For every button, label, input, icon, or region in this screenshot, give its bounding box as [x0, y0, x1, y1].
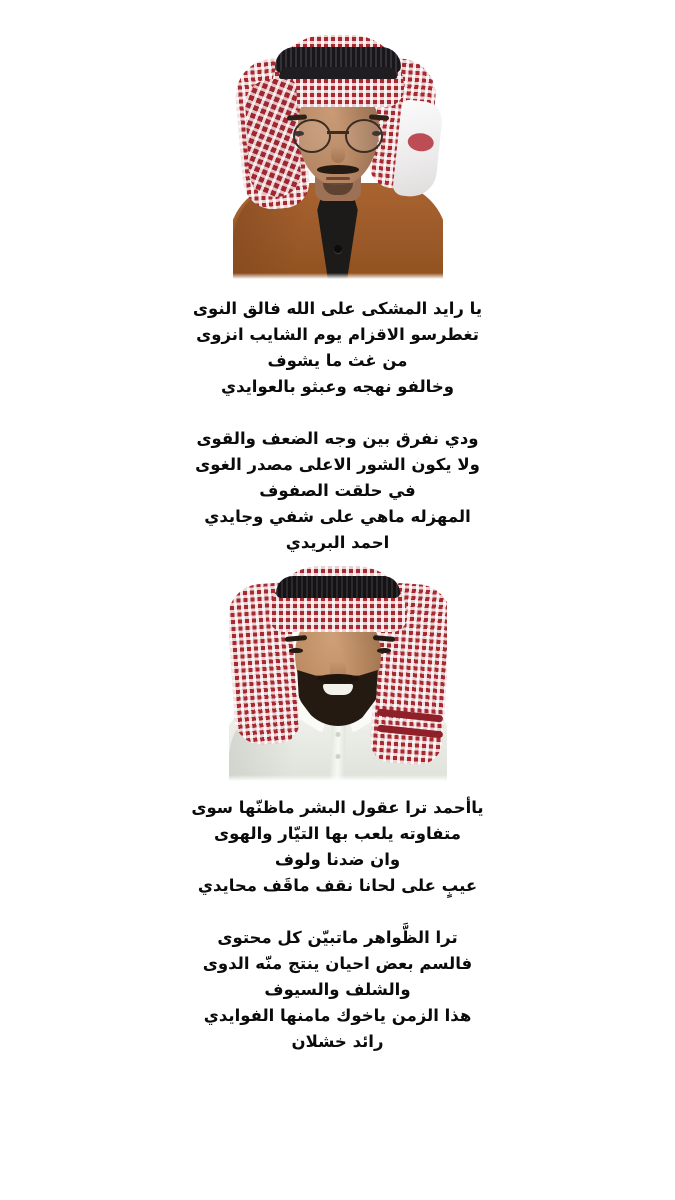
poem-line: ترا الظَّواهر ماتبيّن كل محتوى [217, 928, 458, 947]
poem-line: متفاوته يلعب بها التيّار والهوى [214, 824, 461, 843]
poem-1-stanza-1 [0, 296, 675, 400]
poem-line: من غث ما يشوف [267, 351, 408, 370]
photo-bottom-fade [229, 775, 447, 781]
igal-cord [276, 576, 400, 598]
poem-line: تغطرسو الاقزام يوم الشايب انزوى [196, 325, 479, 344]
igal-cord-lower [279, 67, 397, 79]
eyeglass-lens-left [293, 119, 331, 153]
poem-line: وان ضدنا ولوف [274, 850, 401, 869]
eyeglass-lens-right [345, 119, 383, 153]
portrait-photo-1 [233, 23, 443, 279]
smile-teeth [323, 684, 353, 695]
poem-2-stanza-2 [0, 925, 675, 1055]
poem-line: ودي نفرق بين وجه الضعف والقوى [196, 429, 479, 448]
mustache [317, 674, 359, 683]
poem-line: في حلقت الصفوف [259, 481, 416, 500]
poem-line: وخالفو نهجه وعبثو بالعوايدي [220, 377, 455, 396]
eye-right [377, 648, 391, 653]
poem-line: المهزله ماهي على شفي وجايدي [204, 507, 471, 526]
portrait-photo-2 [229, 562, 447, 781]
thobe-placket [329, 721, 345, 781]
poem-1-stanza-2 [0, 426, 675, 556]
mouth [326, 177, 350, 180]
poem-2 [0, 795, 675, 1055]
portrait-2-canvas [229, 562, 447, 781]
poem-line: هذا الزمن ياخوك مامنها الفوايدي [203, 1006, 472, 1025]
photo-bottom-fade [233, 273, 443, 279]
portrait-1-canvas [233, 23, 443, 279]
mustache [317, 165, 359, 174]
eyeglass-bridge [327, 131, 349, 134]
nose [331, 139, 345, 163]
collar-button [334, 245, 342, 253]
poem-line: عيبٍ على لحانا نقف ماقَف محايدي [197, 876, 478, 895]
thobe-button-lower [335, 754, 340, 759]
poem-1-signature: احمد البريدي [285, 533, 390, 552]
poem-line: ولا يكون الشور الاعلى مصدر الغوى [195, 455, 480, 474]
poem-2-signature: رائد خشلان [291, 1032, 384, 1051]
thobe-button-upper [335, 732, 340, 737]
poem-1 [0, 296, 675, 556]
poem-line: يا رايد المشكى على الله فالق النوى [192, 299, 483, 318]
poem-2-stanza-1 [0, 795, 675, 899]
poem-line: فالسم بعض احيان ينتج منّه الدوى [202, 954, 473, 973]
eye-left [289, 648, 303, 653]
poem-line: والشلف والسيوف [264, 980, 411, 999]
poem-line: ياأحمد ترا عقول البشر ماظنّها سوى [191, 798, 484, 817]
